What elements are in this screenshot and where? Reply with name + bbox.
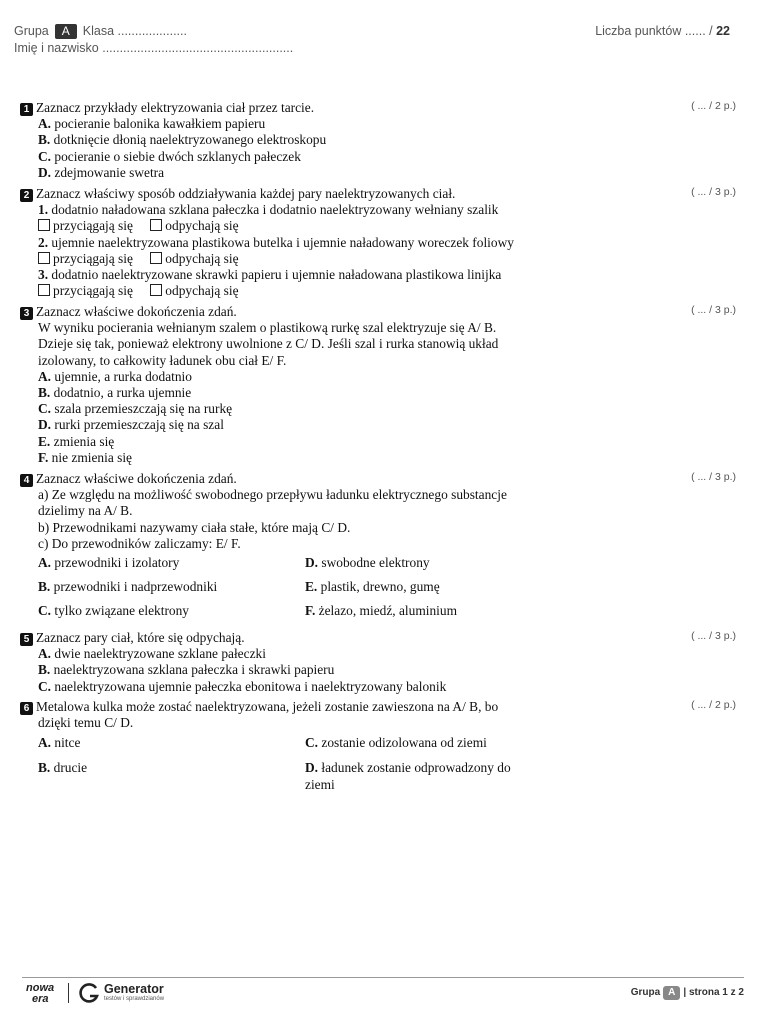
checkbox[interactable] (38, 219, 50, 231)
score-q3: ( ... / 3 p.) (691, 304, 736, 316)
item: 3. dodatnio naelektryzowane skrawki papieru i ujemnie naładowana plastikowa linijka (38, 267, 502, 283)
generator-title: Generator (104, 982, 164, 996)
option[interactable]: B. przewodniki i nadprzewodniki (38, 579, 218, 595)
footer-separator (68, 983, 69, 1003)
option[interactable]: F. żelazo, miedź, aluminium (305, 603, 457, 619)
points-header (595, 24, 730, 38)
option[interactable]: D. swobodne elektrony (305, 555, 430, 571)
name-field: Imię i nazwisko ....................................................... (14, 41, 294, 55)
options-row (20, 603, 560, 627)
nowa-era-logo: nowa era (26, 982, 55, 1005)
group-badge: A (55, 24, 77, 39)
options-row (20, 760, 560, 794)
question-number: 4 (20, 474, 33, 487)
generator-icon (78, 982, 100, 1004)
footer-divider (22, 977, 744, 978)
checkbox[interactable] (150, 219, 162, 231)
option[interactable]: A. dwie naelektryzowane szklane pałeczki (38, 646, 266, 662)
option[interactable]: D. zdejmowanie swetra (38, 164, 165, 180)
options-row (20, 555, 560, 579)
question-1 (20, 100, 560, 181)
option[interactable]: B. drucie (38, 760, 88, 776)
choice-attract[interactable]: przyciągają się (38, 218, 133, 234)
option[interactable]: B. dodatnio, a rurka ujemnie (38, 385, 192, 401)
question-body: c) Do przewodników zaliczamy: E/ F. (38, 535, 241, 551)
question-number: 6 (20, 702, 33, 715)
question-6 (20, 699, 560, 794)
choice-row (20, 283, 580, 299)
score-q6: ( ... / 2 p.) (691, 699, 736, 711)
checkbox[interactable] (38, 252, 50, 264)
score-q2: ( ... / 3 p.) (691, 186, 736, 198)
options-row (20, 735, 560, 759)
question-body: a) Ze względu na możliwość swobodnego przepływu ładunku elektrycznego substancje (38, 487, 507, 503)
options-row (20, 579, 560, 603)
score-q5: ( ... / 3 p.) (691, 630, 736, 642)
question-stem: Zaznacz właściwe dokończenia zdań. (36, 471, 237, 486)
choice-repel[interactable]: odpychają się (150, 283, 238, 299)
score-q1: ( ... / 2 p.) (691, 100, 736, 112)
question-number: 2 (20, 189, 33, 202)
question-body: izolowany, to całkowity ładunek obu ciał E/ F. (38, 352, 287, 368)
option[interactable]: A. pocieranie balonika kawałkiem papieru (38, 116, 266, 132)
choice-attract[interactable]: przyciągają się (38, 251, 133, 267)
option[interactable]: E. plastik, drewno, gumę (305, 579, 440, 595)
choice-row (20, 251, 580, 267)
score-q4: ( ... / 3 p.) (691, 471, 736, 483)
option[interactable]: C. naelektryzowana ujemnie pałeczka ebonitowa i naelektryzowany balonik (38, 678, 447, 694)
checkbox[interactable] (38, 284, 50, 296)
points-total: 22 (716, 24, 730, 38)
question-number: 1 (20, 103, 33, 116)
question-stem: Metalowa kulka może zostać naelektryzowana, jeżeli zostanie zawieszona na A/ B, bo (36, 699, 499, 714)
group-label: Grupa (14, 24, 49, 38)
question-number: 3 (20, 307, 33, 320)
option[interactable]: C. zostanie odizolowana od ziemi (305, 735, 487, 751)
option[interactable]: A. ujemnie, a rurka dodatnio (38, 368, 192, 384)
choice-repel[interactable]: odpychają się (150, 218, 238, 234)
option[interactable]: D. ładunek zostanie odprowadzony do ziemi (305, 760, 511, 792)
checkbox[interactable] (150, 252, 162, 264)
question-2 (20, 186, 580, 299)
points-label: Liczba punktów ...... / (595, 24, 713, 38)
option[interactable]: A. przewodniki i izolatory (38, 555, 180, 571)
option[interactable]: F. nie zmienia się (38, 449, 132, 465)
question-body: W wyniku pocierania wełnianym szalem o plastikową rurkę szal elektryzuje się A/ B. (38, 320, 497, 336)
option[interactable]: A. nitce (38, 735, 81, 751)
footer-group-badge: A (663, 986, 680, 1000)
page-number: | strona 1 z 2 (683, 987, 744, 998)
question-body: dzielimy na A/ B. (38, 503, 133, 519)
question-stem: Zaznacz właściwy sposób oddziaływania każdej pary naelektryzowanych ciał. (36, 186, 456, 201)
question-stem: Zaznacz właściwe dokończenia zdań. (36, 304, 237, 319)
checkbox[interactable] (150, 284, 162, 296)
question-3 (20, 304, 560, 466)
question-number: 5 (20, 633, 33, 646)
question-stem-cont: dzięki temu C/ D. (38, 715, 134, 731)
option[interactable]: C. tylko związane elektrony (38, 603, 189, 619)
option[interactable]: B. dotknięcie dłonią naelektryzowanego elektroskopu (38, 132, 327, 148)
option[interactable]: C. szala przemieszczają się na rurkę (38, 401, 233, 417)
question-stem: Zaznacz przykłady elektryzowania ciał przez tarcie. (36, 100, 315, 115)
question-5 (20, 630, 560, 695)
header-group (14, 24, 187, 39)
option[interactable]: C. pocieranie o siebie dwóch szklanych pałeczek (38, 148, 301, 164)
generator-subtitle: testów i sprawdzianów (104, 996, 165, 1002)
option[interactable]: B. naelektryzowana szklana pałeczka i skrawki papieru (38, 662, 335, 678)
option[interactable]: D. rurki przemieszczają się na szal (38, 417, 224, 433)
choice-attract[interactable]: przyciągają się (38, 283, 133, 299)
choice-repel[interactable]: odpychają się (150, 251, 238, 267)
footer-page-info: Grupa A | strona 1 z 2 (630, 987, 744, 998)
item: 2. ujemnie naelektryzowana plastikowa butelka i ujemnie naładowany woreczek foliowy (38, 234, 514, 250)
question-4 (20, 471, 560, 627)
question-body: b) Przewodnikami nazywamy ciała stałe, które mają C/ D. (38, 519, 351, 535)
item: 1. dodatnio naładowana szklana pałeczka i dodatnio naelektryzowany wełniany szalik (38, 202, 499, 218)
choice-row (20, 218, 580, 234)
option[interactable]: E. zmienia się (38, 433, 115, 449)
class-label: Klasa .................... (82, 24, 187, 38)
question-stem: Zaznacz pary ciał, które się odpychają. (36, 630, 245, 645)
question-body: Dzieje się tak, ponieważ elektrony uwolnione z C/ D. Jeśli szal i rurka stanowią układ (38, 336, 499, 352)
